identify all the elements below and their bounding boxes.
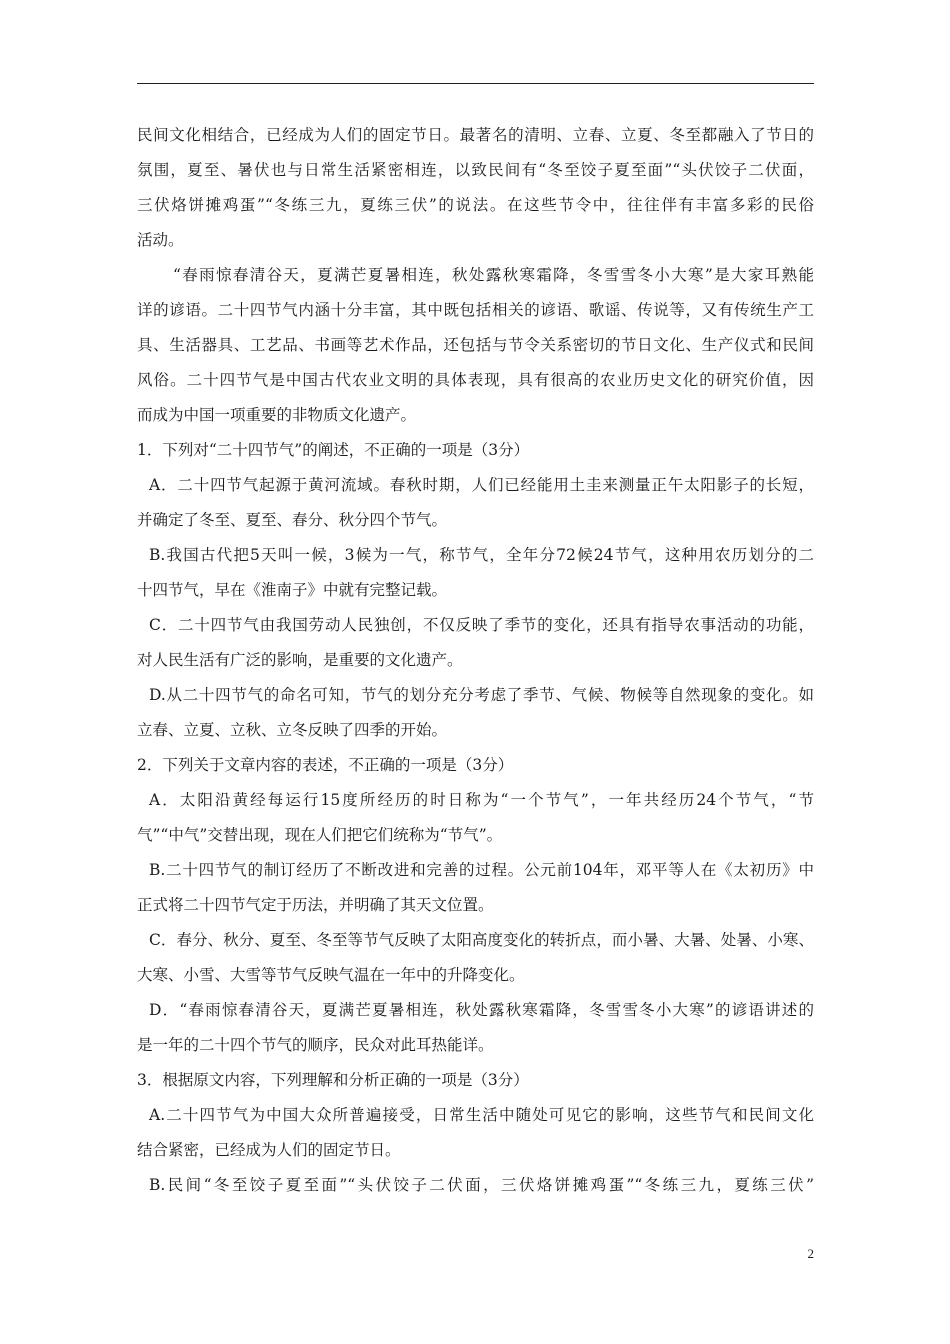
text-line: 并确定了冬至、夏至、春分、秋分四个节气。 (137, 511, 448, 529)
text-line: 对人民生活有广泛的影响，是重要的文化遗产。 (137, 651, 463, 669)
text-line: C．春分、秋分、夏至、冬至等节气反映了太阳高度变化的转折点，而小暑、大暑、处暑、小寒、 (149, 931, 814, 949)
text-line: B.民间“冬至饺子夏至面”“头伏饺子二伏面，三伏烙饼摊鸡蛋”“冬练三九，夏练三伏” (149, 1176, 814, 1194)
header-rule (137, 83, 814, 84)
text-line: 2．下列关于文章内容的表述，不正确的一项是（3分） (137, 756, 514, 774)
text-line: 而成为中国一项重要的非物质文化遗产。 (137, 406, 417, 424)
text-line: B.我国古代把5天叫一候，3候为一气，称节气，全年分72候24节气，这种用农历划分的二 (149, 546, 814, 564)
text-line: 具、生活器具、工艺品、书画等艺术作品，还包括与节令关系密切的节日文化、生产仪式和民间 (137, 336, 814, 354)
text-line: 立春、立夏、立秋、立冬反映了四季的开始。 (137, 721, 448, 739)
text-line: B.二十四节气的制订经历了不断改进和完善的过程。公元前104年，邓平等人在《太初历》中 (149, 861, 814, 879)
text-line: D.从二十四节气的命名可知，节气的划分充分考虑了季节、气候、物候等自然现象的变化。如 (149, 686, 814, 704)
text-line: C．二十四节气由我国劳动人民独创，不仅反映了季节的变化，还具有指导农事活动的功能， (149, 616, 814, 634)
text-line: 大寒、小雪、大雪等节气反映气温在一年中的升降变化。 (137, 966, 525, 984)
text-line: 活动。 (137, 231, 184, 249)
text-line: 三伏烙饼摊鸡蛋”“冬练三九，夏练三伏”的说法。在这些节令中，往往伴有丰富多彩的民俗 (137, 196, 814, 214)
text-line: A．太阳沿黄经每运行15度所经历的时日称为“一个节气”，一年共经历24个节气，“节 (149, 791, 814, 809)
text-line: 结合紧密，已经成为人们的固定节日。 (137, 1141, 401, 1159)
text-line: 氛围，夏至、暑伏也与日常生活紧密相连，以致民间有“冬至饺子夏至面”“头伏饺子二伏面， (137, 161, 814, 179)
text-line: 气”“中气”交替出现，现在人们把它们统称为“节气”。 (137, 826, 503, 844)
text-line: 1．下列对“二十四节气”的阐述，不正确的一项是（3分） (137, 441, 530, 459)
text-line: 风俗。二十四节气是中国古代农业文明的具体表现，具有很高的农业历史文化的研究价值，因 (137, 371, 814, 389)
text-line: A.二十四节气为中国大众所普遍接受，日常生活中随处可见它的影响，这些节气和民间文化 (149, 1106, 814, 1124)
text-line: “春雨惊春清谷天，夏满芒夏暑相连，秋处露秋寒霜降，冬雪雪冬小大寒”是大家耳熟能 (173, 266, 814, 284)
text-line: 是一年的二十四个节气的顺序，民众对此耳热能详。 (137, 1036, 494, 1054)
text-line: 十四节气，早在《淮南子》中就有完整记载。 (137, 581, 448, 599)
text-line: 3．根据原文内容，下列理解和分析正确的一项是（3分） (137, 1071, 529, 1089)
document-body (137, 118, 814, 1203)
text-line: 民间文化相结合，已经成为人们的固定节日。最著名的清明、立春、立夏、冬至都融入了节日的 (137, 126, 814, 144)
text-line: A．二十四节气起源于黄河流域。春秋时期，人们已经能用土圭来测量正午太阳影子的长短， (149, 476, 814, 494)
page-number: 2 (807, 1246, 814, 1261)
text-line: D．“春雨惊春清谷天，夏满芒夏暑相连，秋处露秋寒霜降，冬雪雪冬小大寒”的谚语讲述的 (149, 1001, 814, 1019)
text-line: 正式将二十四节气定于历法，并明确了其天文位置。 (137, 896, 494, 914)
text-line: 详的谚语。二十四节气内涵十分丰富，其中既包括相关的谚语、歌谣、传说等，又有传统生产工 (137, 301, 814, 319)
